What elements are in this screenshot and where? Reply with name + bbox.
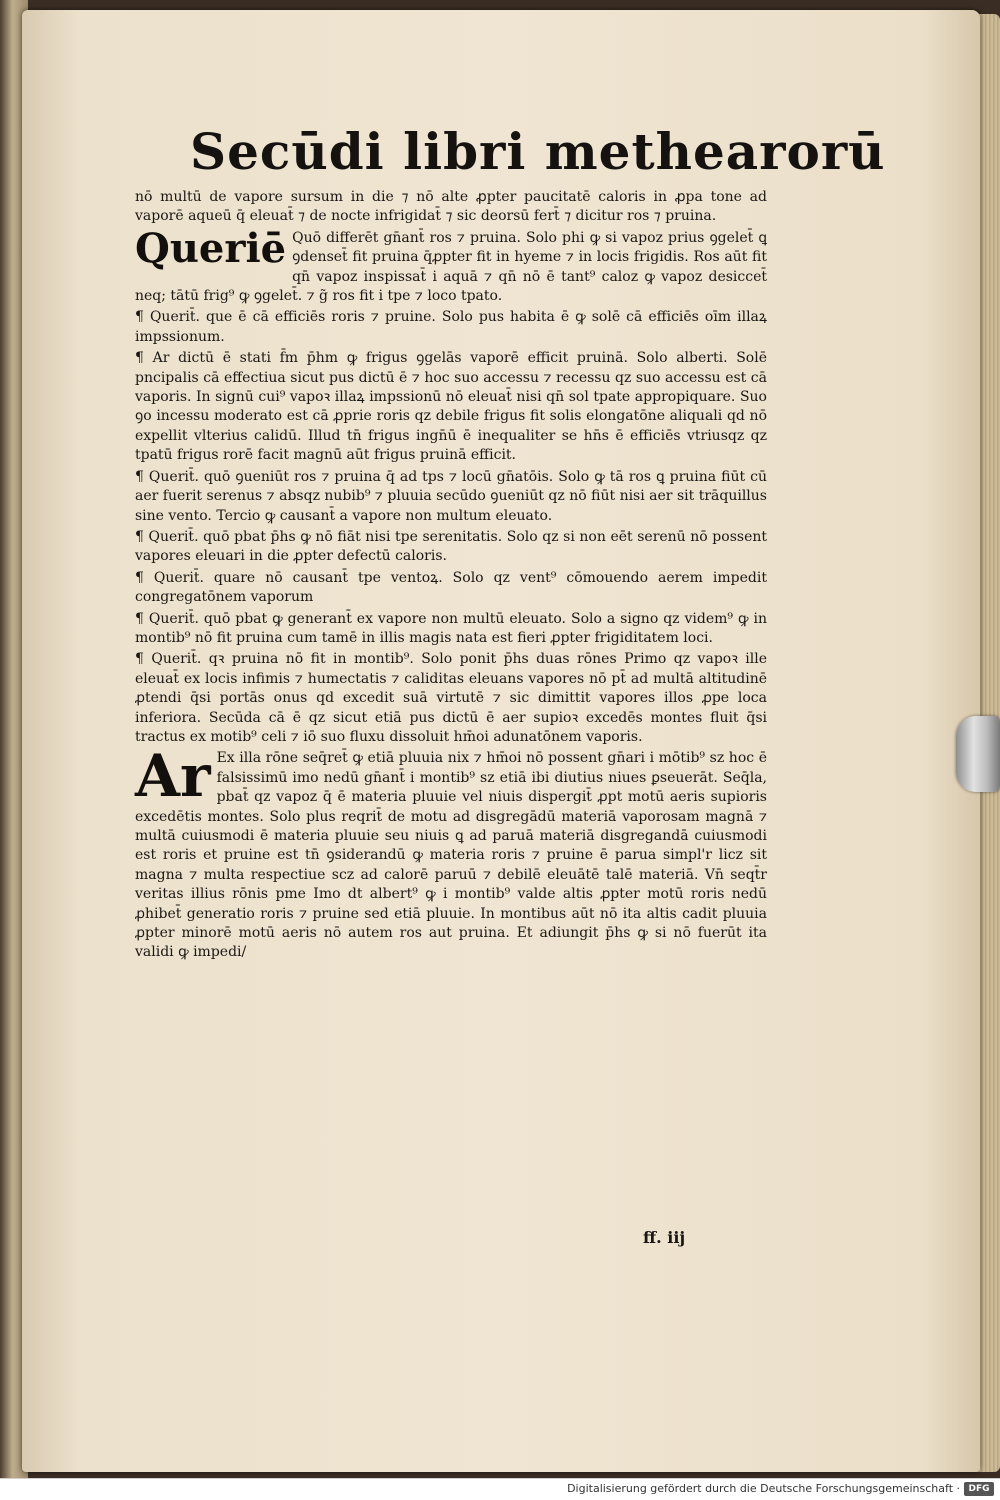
drop-initial-querit: Queriē — [135, 224, 287, 272]
paragraph-text: ¶ Ar dictū ē stati f̄m p̄hm ꝙ frigus ꝯgelās vaporē efficit pruinā. Solo alberti. Solē pncipalis cā effectiua sicut pus dictū ē ⁊ hoc suo accessu ⁊ recessu qz suo accessu est cā vaporis. In signū cui⁹ vapoꝛ illaꝝ impssionū nō eleuat̄ nisi qn̄ sol tpate appropiquare. Suo ꝯo incessu moderato est cā ꝓprie roris qz debile frigus fit solis elongatōne aliquali qd nō expellit vlterius calidū. Illud tn̄ frigus ingn̄ū ē inequaliter se hn̄s ē efficiēs vtriusqz qz tpatū frigus rorē facit magnū aūt frigus pruinā efficit. — [135, 350, 767, 464]
signature-mark: ff. iij — [643, 1228, 686, 1247]
paragraph-text: Quō differēt gn̄ant̄ ros ⁊ pruina. Solo phi ꝙ si vapoz prius ꝯgelet̄ ꝗ ꝯdenset̄ fit pruina q̄ꝓpter fit in hyeme ⁊ in locis frigidis. Ros aūt fit qn̄ vapoz inspissat̄ i aquā ⁊ qn̄ nō ē tant⁹ caloz ꝙ vapoz desiccet̄ neq; tātū frig⁹ ꝙ ꝯgelet̄. ⁊ g̃ ros fit i tpe ⁊ loco tpato. — [135, 229, 767, 305]
paragraph-7 — [135, 610, 767, 649]
paragraph-8 — [135, 650, 767, 747]
paragraph-3 — [135, 349, 767, 465]
paragraph-6 — [135, 569, 767, 608]
paragraph-0 — [135, 188, 767, 227]
paragraph-text: ¶ Querit̄. que ē cā efficiēs roris ⁊ pruine. Solo pus habita ē ꝙ solē cā efficiēs oīm illaꝝ impssionum. — [135, 309, 767, 345]
paragraph-2 — [135, 308, 767, 347]
running-heading: Secūdi libri methearorū — [190, 122, 886, 181]
drop-initial-ar: Ar — [135, 742, 211, 811]
paragraph-5 — [135, 528, 767, 567]
paragraph-text: nō multū de vapore sursum in die ⁊ nō alte ꝓpter paucitatē caloris in ꝓpa tone ad vaporē aqueū q̄ eleuat̄ ⁊ de nocte infrigidat̄ ⁊ sic deorsū fert̄ ⁊ dicitur ros ⁊ pruina. — [135, 189, 767, 225]
paragraph-text: ¶ Querit̄. quō ꝯueniūt ros ⁊ pruina q̄ ad tps ⁊ locū gn̄atōis. Solo ꝙ tā ros ꝗ pruina fiūt cū aer fuerit serenus ⁊ absqz nubib⁹ ⁊ pluuia secūdo ꝯueniūt qz nō fiūt nisi aer sit trāquillus sine vento. Tercio ꝙ causant̄ a vapore non multum eleuato. — [135, 468, 767, 524]
paragraph-4 — [135, 468, 767, 526]
paragraph-1 — [135, 224, 767, 307]
paragraph-text: ¶ Querit̄. quare nō causant̄ tpe ventoꝝ. Solo qz vent⁹ cōmouendo aerem impedit congregatōnem vaporum — [135, 569, 767, 606]
paragraph-text: ¶ Querit̄. quō pbat p̄hs ꝙ nō fiāt nisi tpe serenitatis. Solo qz si non eēt serenū nō possent vapores eleuari in die ꝓpter defectū caloris. — [135, 528, 767, 565]
dfg-logo-icon: DFG — [964, 1482, 994, 1496]
paragraph-text: ¶ Querit̄. qꝛ pruina nō fit in montib⁹. Solo ponit p̄hs duas rōnes Primo qz vapoꝛ ille eleuat̄ ex locis infimis ⁊ humectatis ⁊ caliditas eleuans vapores nō pt̄ ad multā altitudinē ꝓtendi q̄si portās onus qd excedit suā virtutē ⁊ sic dimittit vapores illos ꝓpe loca inferiora. Secūda cā ē qz sicut etiā pus dictū ē aer supioꝛ excedēs montes fluit q̄si tractus ex motib⁹ celi ⁊ iō suo fluxu dissoluit hm̄oi adunatōnem vaporis. — [135, 651, 767, 745]
paragraph-text: ¶ Querit̄. quō pbat ꝙ generant̄ ex vapore non multū eleuato. Solo a signo qz videm⁹ ꝙ in montib⁹ nō fit pruina cum tamē in illis magis nata est fieri ꝓpter frigiditatem loci. — [135, 610, 767, 646]
main-text — [135, 188, 767, 965]
paragraph-9 — [135, 742, 767, 962]
page-clip — [956, 716, 1000, 792]
funding-credit: Digitalisierung gefördert durch die Deutsche Forschungsgemeinschaft · — [567, 1482, 960, 1495]
footer-bar — [0, 1478, 1000, 1500]
paragraph-text: Ex illa rōne seq̄ret̄ ꝙ etiā pluuia nix ⁊ hm̄oi nō possent gn̄ari i mōtib⁹ sz hoc ē falsissimū imo nedū gn̄ant̄ i montib⁹ sz etiā ibi diutius niues ꝑseuerāt. Seq̄la, pbat̄ qz vapoz q̄ ē materia pluuie vel niuis dispergit̄ ꝓpt motū aeris supioris excedētis montes. Solo plus reqrit̄ de motu ad disgregādū materiā vaporosam magnā ⁊ multā cuiusmodi ē materia pluuie seu niuis ꝗ ad paruā materiā disgregandā cuiusmodi est roris et pruine est tn̄ ꝯsiderandū ꝙ materia roris ⁊ pruine ē parua simpl'r licz sit magna ⁊ multa respectiue scz ad calorē paruū ⁊ debilē eleuātē talē materiā. Vn̄ seqt̄r veritas illius rōnis pme Imo dt albert⁹ ꝙ i montib⁹ valde altis ꝓpter motū roris nedū ꝓhibet̄ generatio roris ⁊ pruine sed etiā pluuie. In montibus aūt nō ita altis cadit pluuia ꝓpter minorē motū aeris nō autem ros aut pruina. Et adiungit p̄hs ꝙ si nō fuerūt ita validi ꝙ impedi/ — [135, 750, 767, 961]
